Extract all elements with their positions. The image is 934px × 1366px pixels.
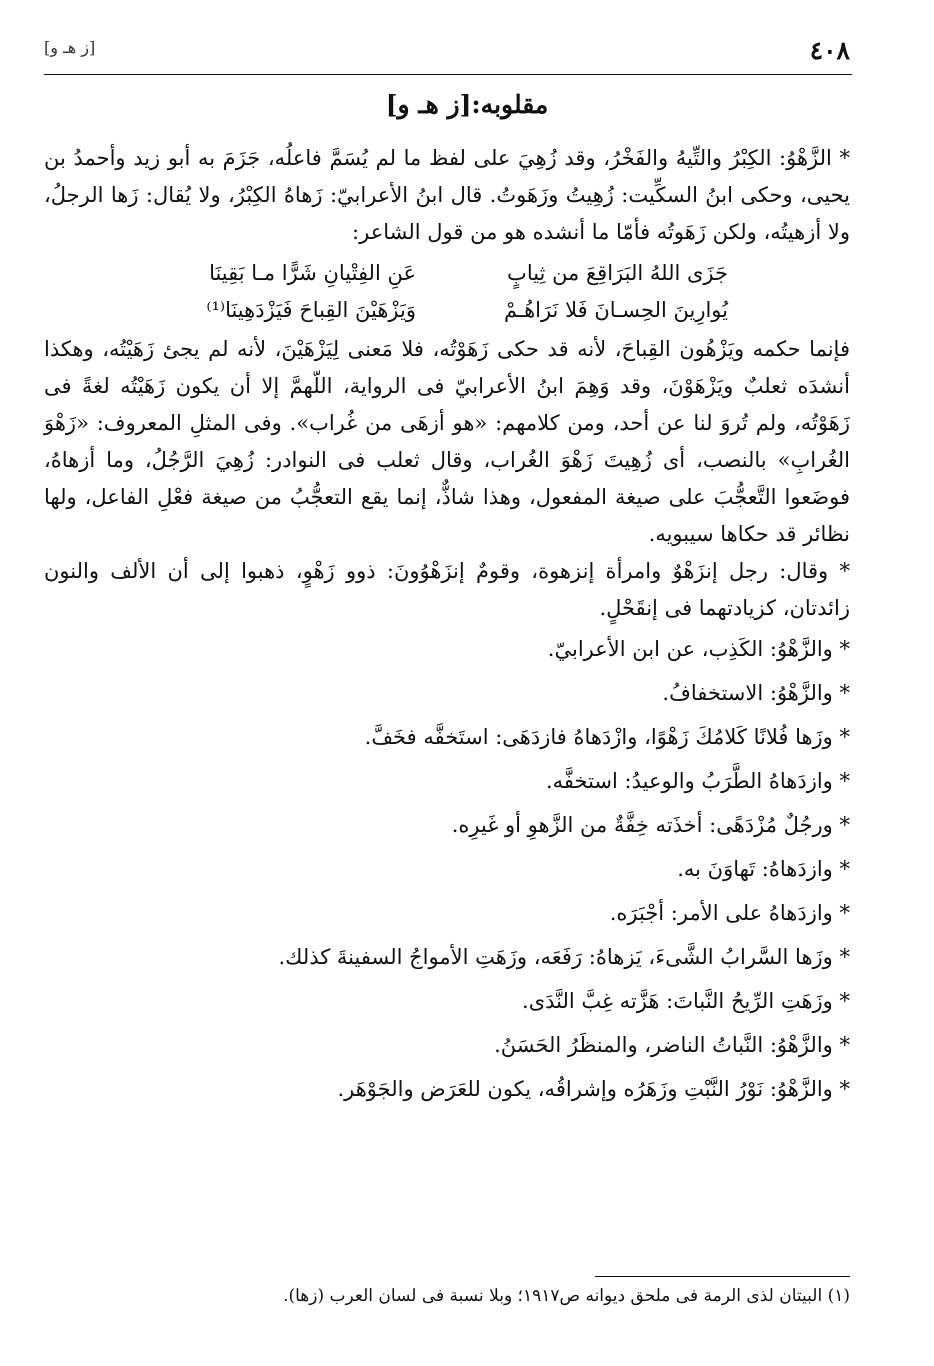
verse-line (44, 292, 850, 329)
entry-item: * والزَّهْوُ: الاستخفافُ. (662, 681, 850, 705)
footnote-rule (595, 1276, 850, 1277)
entry-item: * وزَهَتِ الرِّيحُ النَّباتَ: هَزَّته غِبَّ النَّدَى. (522, 989, 850, 1013)
entry-item: * وازدَهاهُ الطَّرَبُ والوعيدُ: استخفَّه. (545, 769, 850, 793)
entry-item: * والزَّهْوُ: الكَذِب، عن ابن الأعرابيّ. (547, 637, 850, 661)
entry-item: * وازدَهاهُ على الأمر: أجْبَرَه. (609, 901, 850, 925)
footnote: (١) البيتان لذى الرمة فى ملحق ديوانه ص١٩١٧؛ وبلا نسبة فى لسان العرب (زها). (283, 1286, 850, 1306)
entry-item: * والزَّهْوُ: النَّباتُ الناضر، والمنظَرُ الحَسَنُ. (494, 1033, 850, 1057)
verse-hemistich-first: يُوارِينَ الحِسـانَ فَلا نَرَاهُـمْ (503, 298, 728, 322)
entry-item: * والزَّهْوُ: نَوْرُ النَّبْتِ وزَهَرُه وإشراقُه، يكون للعَرَض والجَوْهَر. (337, 1077, 850, 1101)
poem (44, 255, 850, 329)
entry-item: * وزَها فُلانًا كَلامُكَ زَهْوًا، وازْدَهاهُ فازدَهَى: استَخفَّه فخَفَّ. (364, 725, 850, 749)
paragraph-inzahw: * وقال: رجل إنزَهْوٌ وامرأة إنزهوة، وقومٌ إنزَهْوُونَ: ذوو زَهْوٍ، ذهبوا إلى أن الألف والنون زائدتان، كزيادتهما فى إنقَحْلٍ. (44, 559, 850, 620)
main-text (44, 140, 850, 1111)
verse-hemistich-second: وَيَزْهَيْنَ القِباحَ فَيَزْدَهِينَا⁽¹⁾ (206, 298, 416, 322)
running-header-root: [ز هـ و] (44, 38, 96, 57)
entry-item: * وازدَهاهُ: تَهاوَنَ به. (677, 857, 850, 881)
header-rule (44, 74, 852, 75)
page-header (44, 34, 850, 74)
verse-line (44, 255, 850, 292)
verse-hemistich-second: عَنِ الفِتْيانِ شَرًّا مـا بَقِينَا (209, 261, 416, 285)
entry-item: * ورجُلٌ مُزْدَهًى: أخذَته خِفَّةٌ من الزَّهوِ أو غَيرِه. (451, 813, 850, 837)
section-title: مقلوبه:[ز هـ و] (385, 90, 549, 119)
page-number: ٤٠٨ (809, 36, 850, 65)
paragraph-intro: * الزَّهْوُ: الكِبْرُ والتِّيهُ والفَخْرُ، وقد زُهِيَ على لفظ ما لم يُسَمَّ فاعلُه، جَزَمَ به أبو زيد وأحمدُ بن يحيى، وحكى ابنُ السكِّيت: زُهِيتُ وزَهَوتُ. قال ابنُ الأعرابيّ: زَهاهُ الكِبْرُ، ولا يُقال: زَها الرجلُ، ولا أزهيتُه، ولكن زَهَوتُه فأمّا ما أنشده هو من قول الشاعر: (44, 146, 850, 244)
entry-list (44, 627, 850, 1111)
paragraph-commentary: فإنما حكمه ويَزْهُون القِباحَ، لأنه قد حكى زَهَوْتُه، فلا مَعنى لِيَزْهَيْنَ، لأنه لم يجئ زَهَيْتُه، وهكذا أنشدَه ثعلبٌ ويَزْهَوْنَ، وقد وَهِمَ ابنُ الأعرابيّ فى الرواية، اللّهمَّ إلا أن يكون زَهَيْتُه لغةً فى زَهَوْتُه، ولم تُروَ لنا عن أحد، ومن كلامهم: «هو أزهَى من غُراب». وفى المثلِ المعروف: «زَهْوَ الغُرابِ» بالنصب، أى زُهِيتَ زَهْوَ الغُراب، وقال ثعلب فى النوادر: زُهِيَ الرَّجُلُ، وما أزهاهُ، فوضَعوا التَّعجُّبَ على صيغة المفعول، وهذا شاذٌّ، إنما يقع التعجُّبُ من صيغة فعْلِ الفاعل، ولها نظائر قد حكاها سيبويه. (44, 337, 850, 546)
verse-hemistich-first: جَزَى اللهُ البَرَاقِعَ من ثِيابٍ (507, 261, 728, 285)
entry-item: * وزَها السَّرابُ الشَّىءَ، يَزهاهُ: رَفَعَه، وزَهَتِ الأمواجُ السفينةَ كذلك. (278, 945, 850, 969)
